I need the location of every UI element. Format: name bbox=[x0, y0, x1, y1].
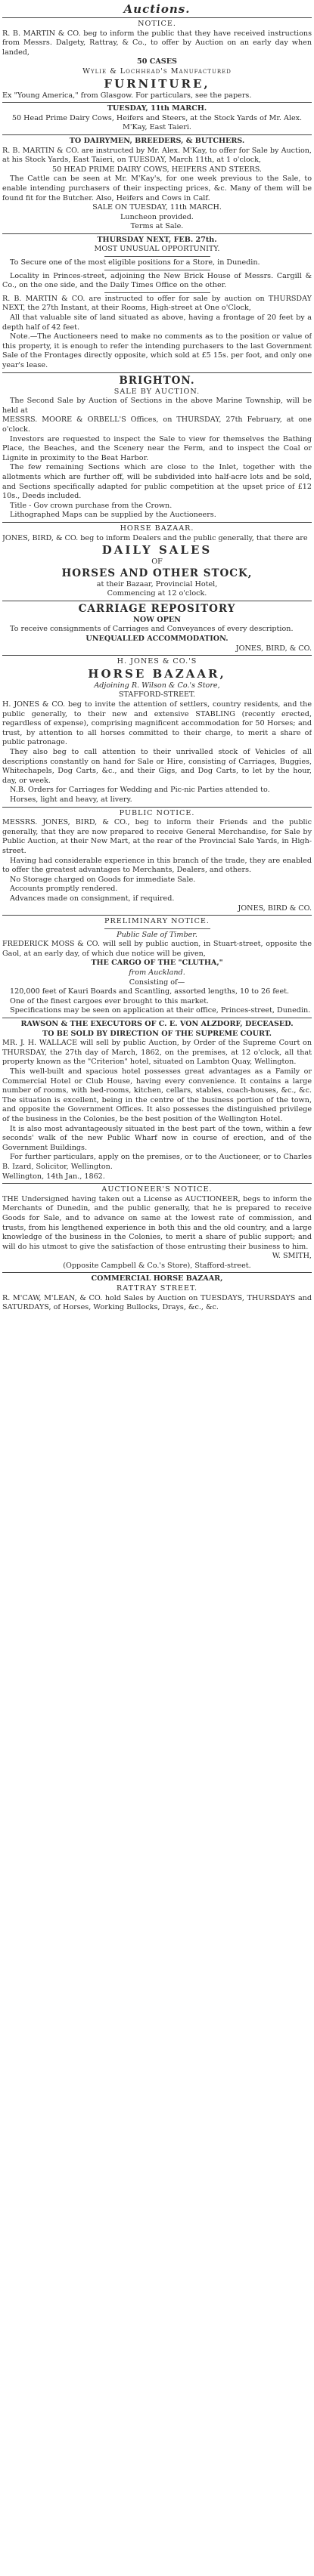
ad-note: Terms at Sale. bbox=[130, 222, 184, 231]
ad-title: TO DAIRYMEN, BREEDERS, & BUTCHERS. bbox=[69, 136, 245, 145]
ad-big: THE CARGO OF THE "CLUTHA," bbox=[91, 959, 223, 968]
ad-body: R. B. MARTIN & CO. are instructed by Mr. Alex. M'Kay, to offer for Sale by Auction, at his Stock Yards, East Taieri, on TUESDAY, March 11th, at 1 o'clock, bbox=[2, 146, 312, 165]
ad-jones-bazaar bbox=[2, 657, 312, 805]
divider bbox=[2, 372, 312, 373]
ad-body: To receive consignments of Carriages and Conveyances of every description. bbox=[10, 625, 294, 634]
ad-body: H. JONES & CO. beg to invite the attention of settlers, country residents, and the public generally, to their new and extensive STABLING (recently erected, regardless of expense), comprising magnificent accommodation for 50 Horses; and trust, by attention to all horses committed to their charge, to merit a share of public patronage. bbox=[2, 700, 312, 747]
short-rule bbox=[104, 292, 210, 293]
ad-subtitle: NOW OPEN bbox=[133, 615, 181, 624]
ad-unusual-opportunity bbox=[2, 236, 312, 371]
ad-shipping: Ex "Young America," from Glasgow. For particulars, see the papers. bbox=[2, 91, 252, 100]
section-header: Auctions. bbox=[123, 2, 191, 16]
ad-body: MESSRS. MOORE & ORBELL'S Offices, on THURSDAY, 27th February, at one o'clock. bbox=[2, 415, 312, 434]
ad-body: N.B. Orders for Carriages for Wedding and Pic-nic Parties attended to. bbox=[10, 786, 270, 795]
ad-body: Commencing at 12 o'clock. bbox=[107, 589, 207, 598]
ad-title: COMMERCIAL HORSE BAZAAR, bbox=[91, 1274, 223, 1283]
ad-commercial-bazaar bbox=[2, 1274, 312, 1312]
ad-big: HORSE BAZAAR, bbox=[88, 666, 226, 681]
ad-horse-bazaar bbox=[2, 524, 312, 599]
ad-maker: Wylie & Lochhead's Manufactured bbox=[82, 66, 232, 76]
divider bbox=[2, 915, 312, 916]
ad-body: Note.—The Auctioneers need to make no comments as to the position or value of this property, it is enough to refer the intending purchasers to the last Government Sale of the Frontages directly opposite, which sold at £5 15s. per foot, and only one year's lease. bbox=[2, 332, 312, 369]
divider bbox=[2, 522, 312, 523]
ad-big: HORSES AND OTHER STOCK, bbox=[61, 567, 253, 579]
ad-title: AUCTIONEER'S NOTICE. bbox=[101, 1185, 213, 1194]
ad-body: Title - Gov crown purchase from the Crown. bbox=[10, 501, 173, 510]
ad-tuesday-sale bbox=[2, 104, 312, 133]
ad-body: R. B. MARTIN & CO. beg to inform the public that they have received instructions from Messrs. Dalgety, Rattray, & Co., to offer by Auction on an early day when landed, bbox=[2, 29, 312, 57]
ad-dairymen bbox=[2, 137, 312, 232]
ad-date: TUESDAY, 11th MARCH. bbox=[107, 104, 207, 113]
ad-title: HORSE BAZAAR. bbox=[120, 524, 194, 533]
ad-title: RAWSON & THE EXECUTORS OF C. E. VON ALZDORF, DECEASED. bbox=[20, 1020, 294, 1029]
ad-title: MOST UNUSUAL OPPORTUNITY. bbox=[94, 245, 220, 254]
ad-date: Wellington, 14th Jan., 1862. bbox=[2, 1172, 105, 1181]
divider bbox=[2, 1183, 312, 1184]
ad-body: Investors are requested to inspect the Sale to view for themselves the Bathing Place, the Beaches, and the Scenery near the Ferm, and to inspect the Coal or Lignite in proximity to the Beat Harbor. bbox=[2, 434, 312, 462]
ad-carriage-repository bbox=[2, 603, 312, 653]
ad-body: Locality in Princes-street, adjoining the New Brick House of Messrs. Cargill & Co., on the one side, and the Daily Times Office on the other. bbox=[2, 271, 312, 290]
ad-lot: 50 Head Prime Dairy Cows, Heifers and Steers, at the Stock Yards of Mr. Alex. M'Kay, East Taieri. bbox=[11, 113, 303, 132]
ad-sale-line: SALE ON TUESDAY, 11th MARCH. bbox=[92, 203, 222, 212]
ad-sub: RATTRAY STREET. bbox=[117, 1284, 197, 1293]
ad-body: THE Undersigned having taken out a License as AUCTIONEER, begs to inform the Merchants of Dunedin, and the public generally, that he is prepared to receive Goods for Sale, and to advance on same at the lowest rate of commission, and trusts, from his lengthened experience in both this and the old country, and a large knowledge of the business in the Colonies, to merit a share of public support; and will do his utmost to give the satisfaction of those entrusting their business to him. bbox=[2, 1194, 312, 1251]
ad-timber-sale bbox=[2, 917, 312, 1016]
ad-lot-count: 50 CASES bbox=[137, 57, 177, 66]
short-rule bbox=[104, 256, 210, 257]
ad-sub: Consisting of— bbox=[129, 978, 185, 987]
newspaper-column bbox=[2, 2, 312, 2571]
ad-body: They also beg to call attention to their unrivalled stock of Vehicles of all descriptions constantly on hand for Sale or Hire, consisting of Carriages, Buggies, Whitechapels, Dog Carts, &c., and their Gigs, and Dog Carts, to let by the hour, day, or week. bbox=[2, 748, 312, 785]
ad-body: One of the finest cargoes ever brought to this market. bbox=[10, 996, 210, 1005]
ad-sub: STAFFORD-STREET. bbox=[118, 690, 196, 700]
ad-subtitle: Public Sale of Timber. bbox=[117, 930, 197, 939]
ad-public-notice bbox=[2, 809, 312, 914]
ad-body: MESSRS. JONES, BIRD, & CO., beg to inform their Friends and the public generally, that they are now prepared to receive General Merchandise, for Sale by Public Auction, at their New Mart, at the rear of the Provincial Sale Yards, in High-street. bbox=[2, 818, 312, 855]
ad-body: The few remaining Sections which are close to the Inlet, together with the allotments which are further off, will be subdivided into half-acre lots and be sold, and Sections specifically adapted for public competition at the upset price of £12 10s., Deeds included. bbox=[2, 463, 312, 501]
divider bbox=[2, 134, 312, 135]
ad-sub: OF bbox=[151, 558, 163, 567]
ad-body: For further particulars, apply on the premises, or to the Auctioneer, or to Charles B. Izard, Solicitor, Wellington. bbox=[2, 1153, 312, 1171]
ad-sign: JONES, BIRD, & CO. bbox=[235, 644, 312, 653]
ad-body: The Second Sale by Auction of Sections in the above Marine Township, will be held at bbox=[2, 397, 312, 415]
ad-auctioneer-notice bbox=[2, 1185, 312, 1271]
ad-body: No Storage charged on Goods for immediate Sale. bbox=[10, 875, 196, 884]
ad-body: FREDERICK MOSS & CO. will sell by public auction, in Stuart-street, opposite the Gaol, at an early day, of which due notice will be given, bbox=[2, 940, 312, 958]
ad-body: Advances made on consignment, if required. bbox=[10, 894, 175, 903]
ad-body: Horses, light and heavy, at livery. bbox=[10, 795, 132, 804]
ad-sign: W. SMITH, bbox=[272, 1252, 312, 1261]
ad-lot-title: FURNITURE, bbox=[104, 76, 210, 91]
divider bbox=[2, 17, 312, 18]
ad-title: BRIGHTON. bbox=[119, 374, 195, 387]
ad-body: Having had considerable experience in this branch of the trade, they are enabled to offer the greatest advantages to Merchants, Dealers, and others. bbox=[2, 856, 312, 875]
ad-address: (Opposite Campbell & Co.'s Store), Stafford-street. bbox=[63, 1261, 251, 1270]
ad-lot: 50 HEAD PRIME DAIRY COWS, HEIFERS AND STEERS. bbox=[52, 165, 262, 174]
ad-date: THURSDAY NEXT, FEB. 27th. bbox=[97, 235, 217, 244]
divider bbox=[2, 102, 312, 103]
ad-title: CARRIAGE REPOSITORY bbox=[78, 602, 236, 615]
ad-body: Lithographed Maps can be supplied by the Auctioneers. bbox=[10, 511, 216, 520]
ad-body: R. B. MARTIN & CO. are instructed to offer for sale by auction on THURSDAY NEXT, the 27th Instant, at their Rooms, High-street at One o'Clock, bbox=[2, 294, 312, 313]
divider bbox=[2, 655, 312, 656]
divider bbox=[2, 807, 312, 808]
ad-big: DAILY SALES bbox=[101, 543, 213, 558]
divider bbox=[2, 1272, 312, 1273]
ad-title: H. JONES & CO.'S bbox=[117, 657, 197, 666]
ad-body: It is also most advantageously situated in the best part of the town, within a few seconds' walk of the new Public Wharf now in course of erection, and of the Government Buildings. bbox=[2, 1124, 312, 1152]
ad-subtitle: SALE BY AUCTION. bbox=[113, 387, 201, 396]
ad-body: This well-built and spacious hotel possesses great advantages as a Family or Commercial Hotel or Club House, having every convenience. It contains a large number of rooms, with bed-rooms, kitchen, cellars, stables, coach-houses, &c., &c. The situation is excellent, being in the centre of the business portion of the town, and opposite the Government Offices. It also possesses the distinguished privilege of the business in the Colonies, be the best position of the Wellington Hotel. bbox=[2, 1067, 312, 1123]
ad-sign: JONES, BIRD & CO. bbox=[238, 903, 312, 913]
short-rule bbox=[104, 928, 210, 929]
ad-body: MR. J. H. WALLACE will sell by public Auction, by Order of the Supreme Court on THURSDAY, the 27th day of March, 1862, on the premises, at 12 o'clock, all that property known as the "Criterion" hotel, situated on Lambton Quay, Wellington. bbox=[2, 1039, 312, 1067]
ad-criterion-hotel bbox=[2, 1020, 312, 1181]
ad-note: Luncheon provided. bbox=[120, 212, 194, 221]
ad-body: Accounts promptly rendered. bbox=[10, 885, 118, 894]
divider bbox=[2, 233, 312, 234]
ad-body: JONES, BIRD, & CO. beg to inform Dealers and the public generally, that there are bbox=[2, 533, 308, 542]
ad-body: To Secure one of the most eligible positions for a Store, in Dunedin. bbox=[10, 258, 260, 267]
ad-big: UNEQUALLED ACCOMMODATION. bbox=[85, 635, 229, 644]
ad-brighton bbox=[2, 375, 312, 520]
ad-body: R. M'CAW, M'LEAN, & CO. hold Sales by Auction on TUESDAYS, THURSDAYS and SATURDAYS, of Horses, Working Bullocks, Drays, &c., &c. bbox=[2, 1293, 312, 1312]
ad-big: TO BE SOLD BY DIRECTION OF THE SUPREME COURT. bbox=[42, 1029, 272, 1038]
ad-sub: Adjoining R. Wilson & Co.'s Store, bbox=[94, 681, 220, 690]
ad-title: NOTICE. bbox=[138, 20, 176, 28]
ad-body: Specifications may be seen on application at their office, Princes-street, Dunedin. bbox=[10, 1006, 311, 1015]
ad-body: at their Bazaar, Provincial Hotel, bbox=[96, 579, 218, 588]
ad-title: PUBLIC NOTICE. bbox=[119, 808, 195, 817]
ad-sub: from Auckland. bbox=[129, 968, 185, 978]
ad-furniture-notice bbox=[2, 20, 312, 100]
ad-body2: The Cattle can be seen at Mr. M'Kay's, for one week previous to the Sale, to enable intending purchasers of their inspecting prices, &c. Many of them will be found fit for the Butcher. Also, Heifers and Cows in Calf. bbox=[2, 175, 312, 202]
ad-body: All that valuable site of land situated as above, having a frontage of 20 feet by a depth half of 42 feet. bbox=[2, 314, 312, 332]
ad-title: PRELIMINARY NOTICE. bbox=[104, 917, 210, 926]
ad-body: 120,000 feet of Kauri Boards and Scantling, assorted lengths, 10 to 26 feet. bbox=[10, 987, 290, 996]
